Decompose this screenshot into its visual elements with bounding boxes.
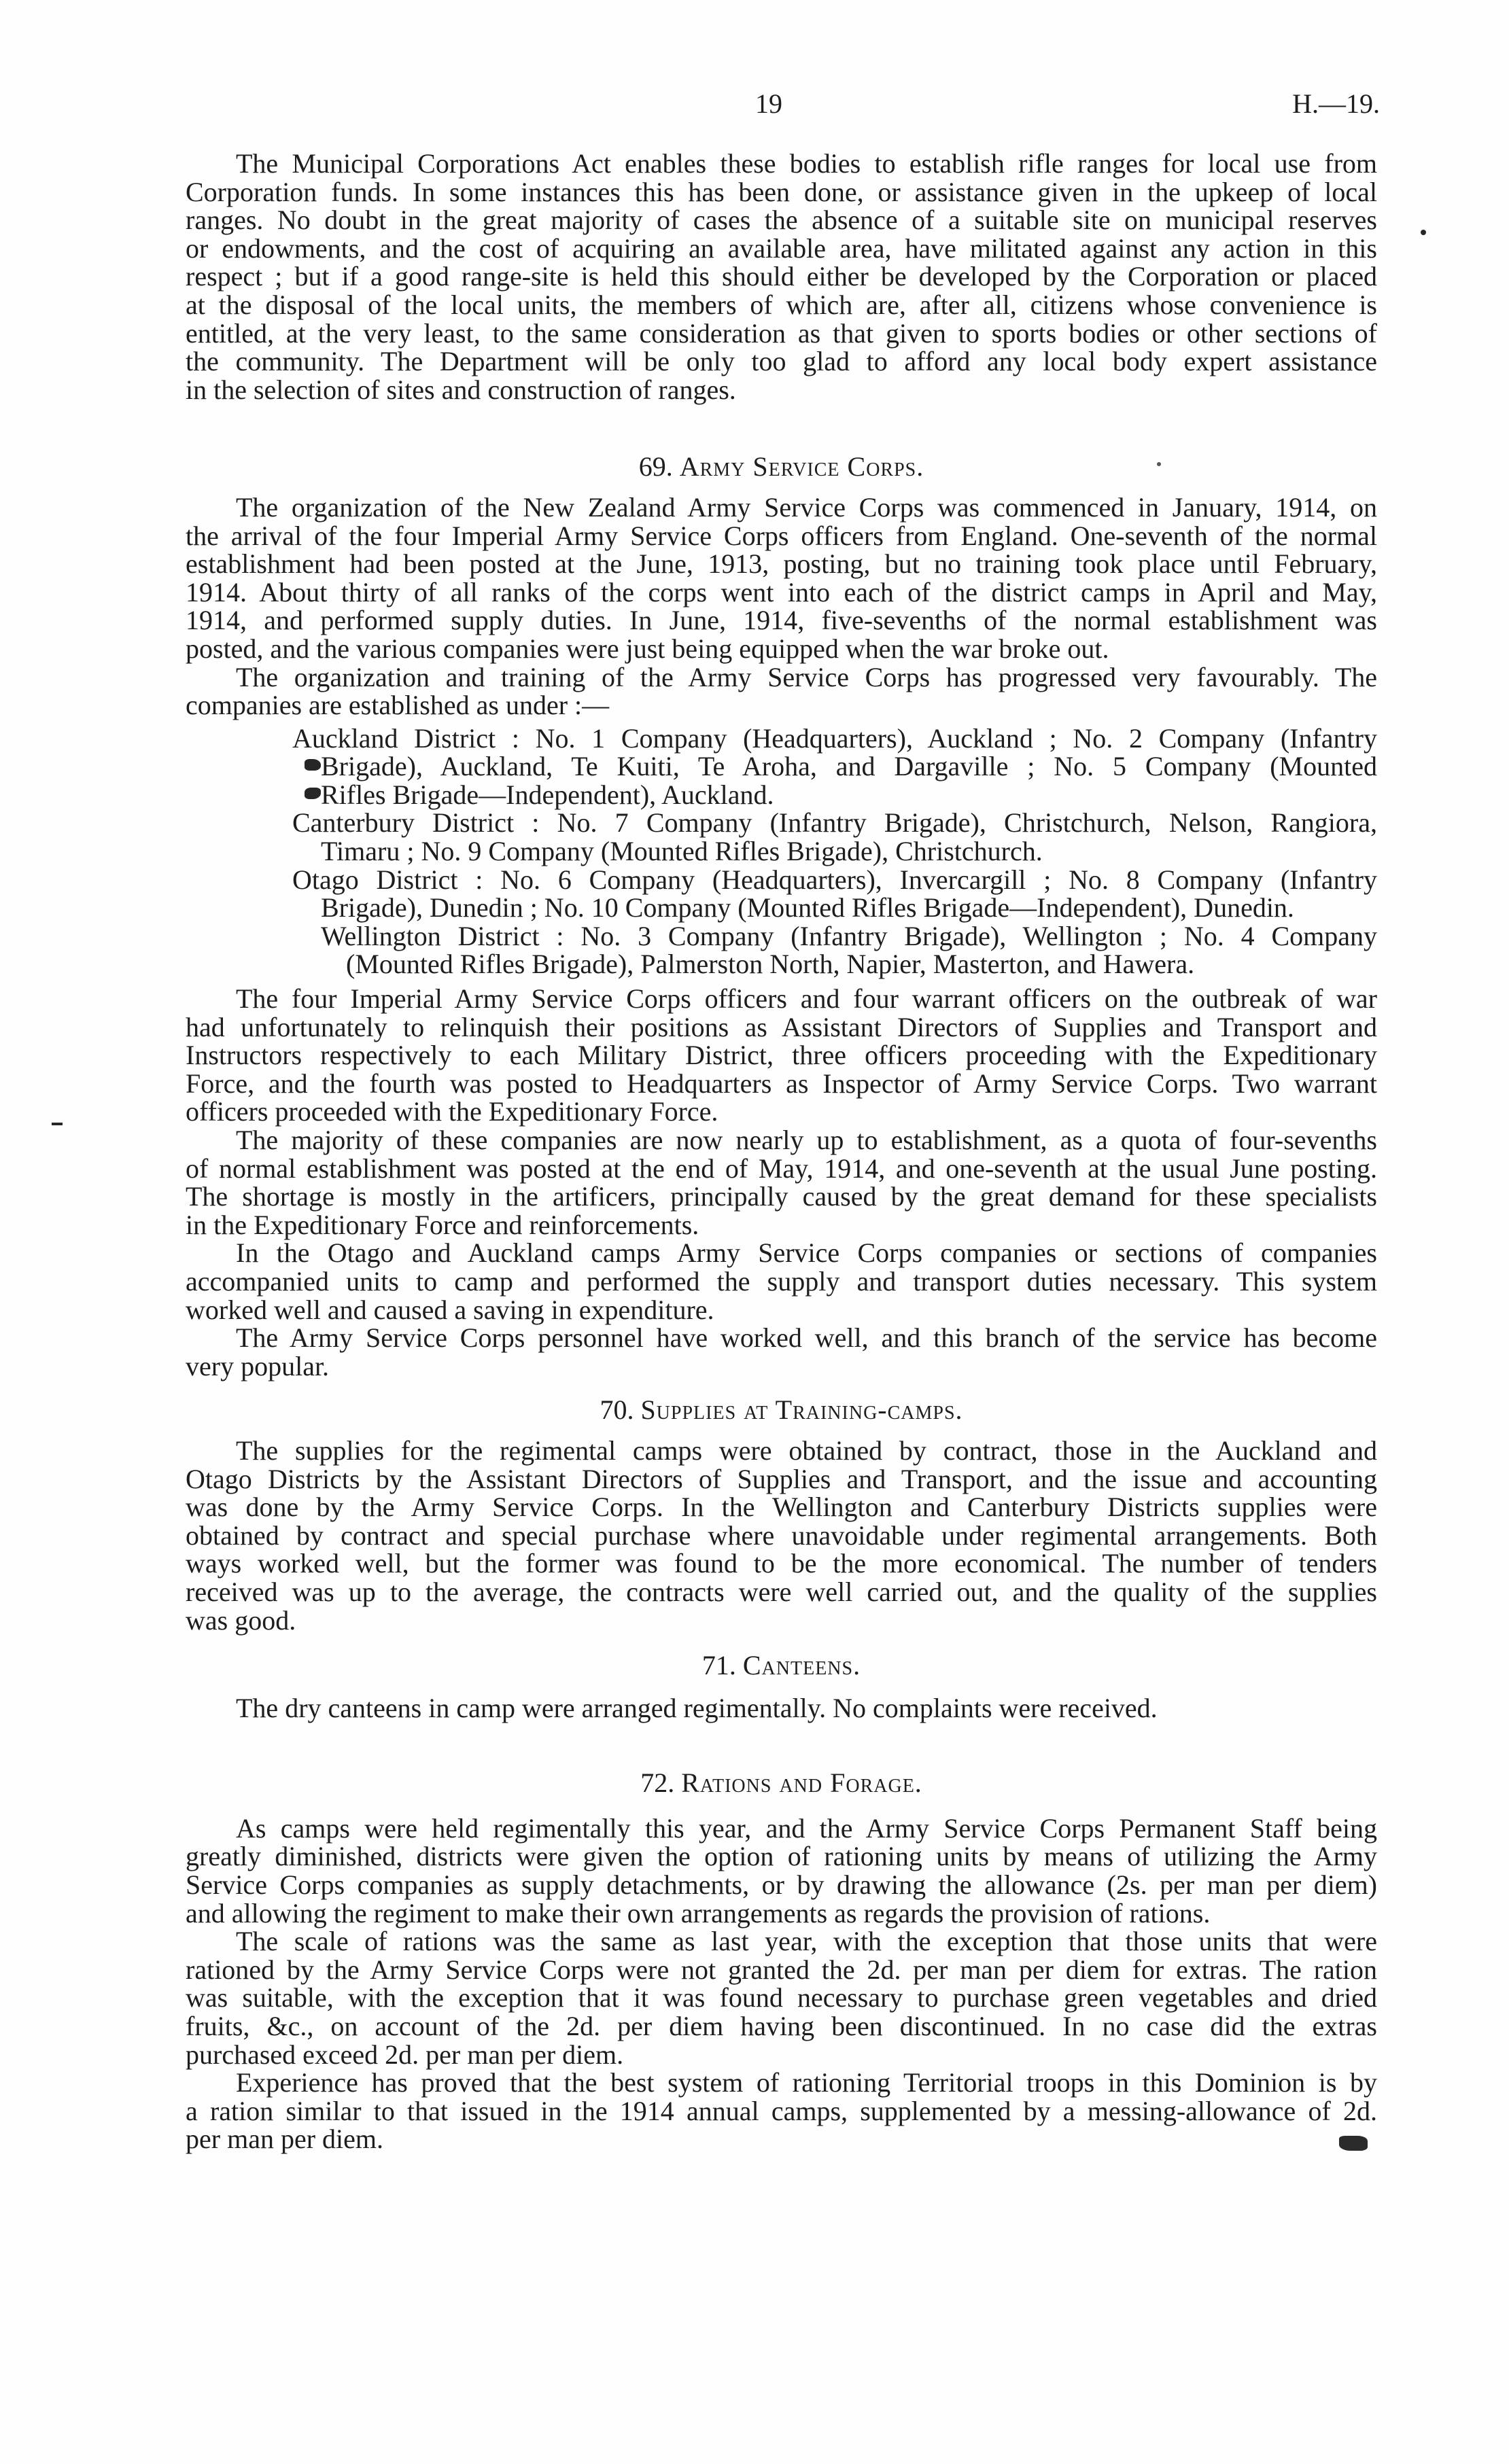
section-number: 72. xyxy=(640,1767,675,1799)
text-line: Brigade), Dunedin ; No. 10 Company (Mounted Rifles Brigade—Independent), Dunedin. xyxy=(321,892,1294,923)
text-line: or endowments, and the cost of acquiring an available area, have militated against any action in this xyxy=(186,232,1377,264)
text-line: 1914. About thirty of all ranks of the corps went into each of the district camps in April and May, xyxy=(186,576,1377,608)
section-number: 71. xyxy=(701,1650,736,1681)
text-line: worked well and caused a saving in expenditure. xyxy=(186,1294,714,1325)
section-heading-supplies xyxy=(186,1396,1377,1424)
text-line: The dry canteens in camp were arranged regimentally. No complaints were received. xyxy=(236,1692,1158,1723)
text-line: Rifles Brigade—Independent), Auckland. xyxy=(321,779,774,810)
text-line: The Army Service Corps personnel have worked well, and this branch of the service has become xyxy=(236,1322,1377,1354)
section-heading-canteens xyxy=(186,1651,1377,1680)
text-line: Canterbury District : No. 7 Company (Infantry Brigade), Christchurch, Nelson, Rangiora, xyxy=(292,807,1377,839)
text-line: posted, and the various companies were just being equipped when the war broke out. xyxy=(186,633,1109,664)
text-line: Corporation funds. In some instances this has been done, or assistance given in the upkeep of local xyxy=(186,176,1377,207)
text-line: companies are established as under :— xyxy=(186,690,610,721)
paragraph-municipal-rifle-ranges xyxy=(186,149,1377,404)
paragraph-supplies xyxy=(186,1437,1377,1634)
text-line: entitled, at the very least, to the same consideration as that given to sports bodies or other sections of xyxy=(186,317,1377,349)
paragraph-asc-companies-intro xyxy=(186,663,1377,720)
district-companies-list xyxy=(186,724,1377,979)
paragraph-canteens xyxy=(186,1694,1377,1723)
paragraph-asc-organization xyxy=(186,493,1377,663)
text-line: had unfortunately to relinquish their positions as Assistant Directors of Supplies and Transport and xyxy=(186,1011,1377,1042)
scan-blot xyxy=(305,788,321,799)
text-line: the community. The Department will be only too glad to afford any local body expert assistance xyxy=(186,346,1377,377)
paragraph-asc-establishment xyxy=(186,1126,1377,1239)
district-entry-canterbury xyxy=(186,809,1377,865)
scan-blot xyxy=(305,759,321,771)
text-line: respect ; but if a good range-site is held this should either be developed by the Corporation or placed xyxy=(186,261,1377,292)
text-line: rationed by the Army Service Corps were not granted the 2d. per man per diem for extras. The ration xyxy=(186,1954,1377,1985)
text-line: very popular. xyxy=(186,1350,330,1381)
text-line: officers proceeded with the Expeditionary Force. xyxy=(186,1096,718,1127)
text-line: at the disposal of the local units, the members of which are, after all, citizens whose convenience is xyxy=(186,289,1377,320)
text-line: of normal establishment was posted at the end of May, 1914, and one-seventh at the usual June posting. xyxy=(186,1152,1377,1184)
text-line: was done by the Army Service Corps. In the Wellington and Canterbury Districts supplies were xyxy=(186,1492,1377,1523)
text-line: ways worked well, but the former was found to be the more economical. The number of tenders xyxy=(186,1548,1377,1579)
text-line: Wellington District : No. 3 Company (Infantry Brigade), Wellington ; No. 4 Company xyxy=(321,920,1377,951)
text-line: Brigade), Auckland, Te Kuiti, Te Aroha, and Dargaville ; No. 5 Company (Mounted xyxy=(321,751,1377,782)
text-line: The Municipal Corporations Act enables these bodies to establish rifle ranges for local use from xyxy=(236,148,1377,179)
text-line: obtained by contract and special purchase where unavoidable under regimental arrangements. Both xyxy=(186,1519,1377,1551)
district-entry-auckland xyxy=(186,724,1377,809)
scan-dot xyxy=(1421,230,1426,235)
text-line: Experience has proved that the best system of rationing Territorial troops in this Dominion is by xyxy=(236,2067,1377,2098)
text-line: (Mounted Rifles Brigade), Palmerston North, Napier, Masterton, and Hawera. xyxy=(346,949,1195,980)
text-line: Timaru ; No. 9 Company (Mounted Rifles Brigade), Christchurch. xyxy=(321,836,1043,867)
section-title: Supplies at Training-camps. xyxy=(640,1394,963,1426)
text-line: The shortage is mostly in the artificers, principally caused by the great demand for these specialists xyxy=(186,1181,1377,1212)
text-line: 1914, and performed supply duties. In June, 1914, five-sevenths of the normal establishment was xyxy=(186,605,1377,636)
text-line: per man per diem. xyxy=(186,2124,383,2155)
text-line: The majority of these companies are now nearly up to establishment, as a quota of four-sevenths xyxy=(236,1125,1377,1155)
section-number: 69. xyxy=(638,451,673,482)
document-reference: H.—19. xyxy=(1292,88,1380,119)
text-line: was suitable, with the exception that it was found necessary to purchase green vegetables and dried xyxy=(186,1982,1377,2013)
text-line: establishment had been posted at the June, 1913, posting, but no training took place until February, xyxy=(186,548,1377,580)
paragraph-asc-officers xyxy=(186,985,1377,1126)
district-entry-otago xyxy=(186,866,1377,922)
text-line: in the Expeditionary Force and reinforcements. xyxy=(186,1209,699,1240)
text-line: Otago District : No. 6 Company (Headquarters), Invercargill ; No. 8 Company (Infantry xyxy=(292,864,1377,895)
paragraph-rations-experience xyxy=(186,2069,1377,2153)
text-line: was good. xyxy=(186,1604,296,1636)
text-line: Auckland District : No. 1 Company (Headquarters), Auckland ; No. 2 Company (Infantry xyxy=(292,722,1377,754)
text-line: Otago Districts by the Assistant Directors of Supplies and Transport, and the issue and accounting xyxy=(186,1463,1377,1494)
scan-mark xyxy=(52,1123,63,1125)
text-line: greatly diminished, districts were given the option of rationing units by means of utilizing the Army xyxy=(186,1841,1377,1872)
text-line: Service Corps companies as supply detachments, or by drawing the allowance (2s. per man per diem) xyxy=(186,1869,1377,1901)
district-entry-wellington xyxy=(186,922,1377,979)
text-line: the arrival of the four Imperial Army Service Corps officers from England. One-seventh of the normal xyxy=(186,520,1377,551)
paragraph-asc-camps xyxy=(186,1239,1377,1324)
text-line: The organization and training of the Army Service Corps has progressed very favourably. The xyxy=(236,661,1377,692)
text-line: purchased exceed 2d. per man per diem. xyxy=(186,2039,624,2070)
text-line: accompanied units to camp and performed the supply and transport duties necessary. This system xyxy=(186,1265,1377,1297)
text-line: in the selection of sites and construction of ranges. xyxy=(186,374,736,405)
text-line: fruits, &c., on account of the 2d. per diem having been discontinued. In no case did the extras xyxy=(186,2011,1377,2042)
paragraph-asc-personnel xyxy=(186,1324,1377,1380)
body-text xyxy=(186,149,1377,2153)
page-number: 19 xyxy=(755,88,782,119)
text-line: Instructors respectively to each Military District, three officers proceeding with the Expeditionary xyxy=(186,1040,1377,1071)
text-line: Force, and the fourth was posted to Headquarters as Inspector of Army Service Corps. Two warrant xyxy=(186,1068,1377,1099)
scan-dot xyxy=(1157,462,1161,466)
section-number: 70. xyxy=(600,1394,634,1426)
text-line: In the Otago and Auckland camps Army Service Corps companies or sections of companies xyxy=(236,1237,1377,1269)
text-line: As camps were held regimentally this year, and the Army Service Corps Permanent Staff being xyxy=(236,1812,1377,1844)
text-line: The organization of the New Zealand Army Service Corps was commenced in January, 1914, on xyxy=(236,491,1377,523)
text-line: received was up to the average, the contracts were well carried out, and the quality of the supplies xyxy=(186,1576,1377,1607)
section-title: Army Service Corps. xyxy=(679,451,924,482)
text-line: ranges. No doubt in the great majority of cases the absence of a suitable site on municipal reserves xyxy=(186,205,1377,236)
text-line: The supplies for the regimental camps were obtained by contract, those in the Auckland and xyxy=(236,1435,1377,1466)
paragraph-rations-camps xyxy=(186,1814,1377,1927)
section-heading-army-service-corps xyxy=(186,453,1377,481)
section-title: Canteens. xyxy=(742,1650,861,1681)
section-title: Rations and Forage. xyxy=(681,1767,922,1799)
running-head xyxy=(186,90,1380,118)
paragraph-rations-scale xyxy=(186,1927,1377,2069)
scan-blot xyxy=(1339,2136,1368,2151)
text-line: The scale of rations was the same as last year, with the exception that those units that were xyxy=(236,1926,1377,1957)
text-line: and allowing the regiment to make their own arrangements as regards the provision of rations. xyxy=(186,1897,1211,1929)
text-line: a ration similar to that issued in the 1914 annual camps, supplemented by a messing-allowance of 2d. xyxy=(186,2095,1377,2126)
text-line: The four Imperial Army Service Corps officers and four warrant officers on the outbreak of war xyxy=(236,983,1377,1015)
section-heading-rations xyxy=(186,1769,1377,1797)
